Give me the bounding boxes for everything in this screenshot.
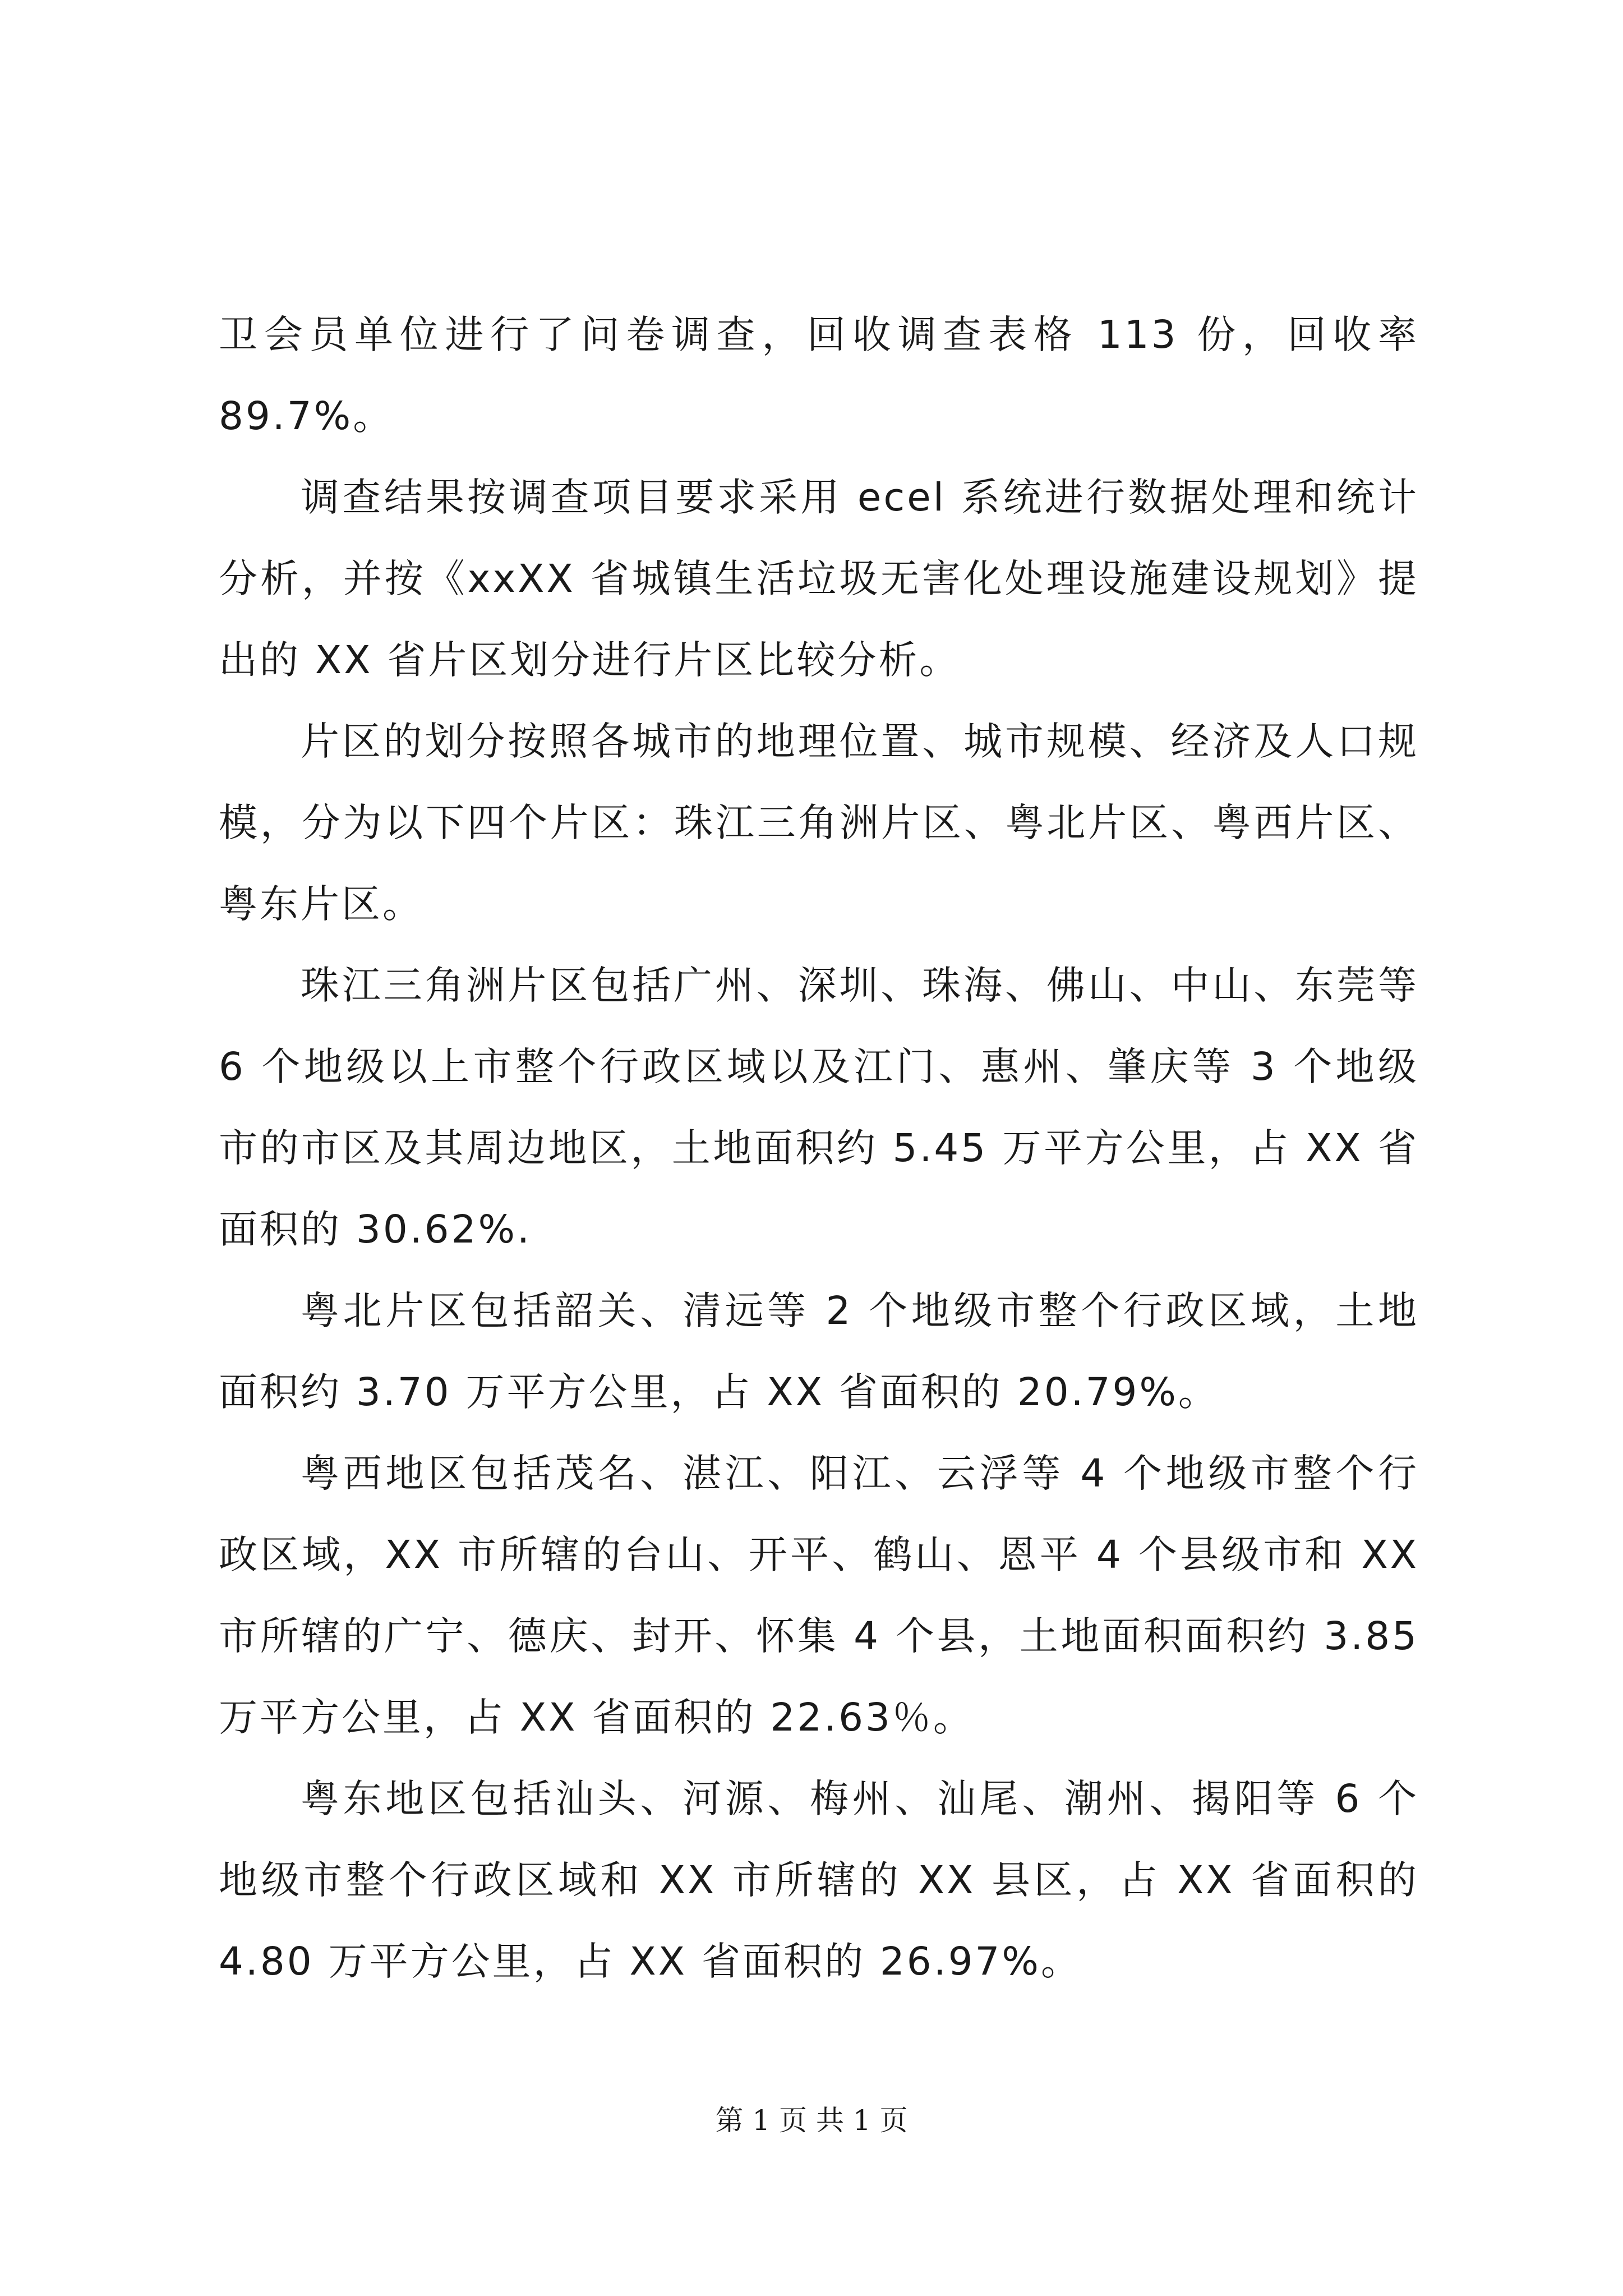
paragraph-zone-division: 片区的划分按照各城市的地理位置、城市规模、经济及人口规模，分为以下四个片区：珠江三角洲片区、粤北片区、粤西片区、粤东片区。: [219, 719, 1419, 927]
paragraph-west-guangdong: 粤西地区包括茂名、湛江、阳江、云浮等 4 个地级市整个行政区域，XX 市所辖的台山、开平、鹤山、恩平 4 个县级市和 XX 市所辖的广宁、德庆、封开、怀集 4 个县，土地面积面积约 3.85 万平方公里，占 XX 省面积的 22.63％。: [219, 1451, 1419, 1740]
paragraph-east-guangdong: 粤东地区包括汕头、河源、梅州、汕尾、潮州、揭阳等 6 个地级市整个行政区域和 XX 市所辖的 XX 县区，占 XX 省面积的 4.80 万平方公里，占 XX 省面积的 26.97%。: [219, 1777, 1419, 1984]
paragraph-method: 调查结果按调查项目要求采用 ecel 系统进行数据处理和统计分析，并按《xxXX 省城镇生活垃圾无害化处理设施建设规划》提出的 XX 省片区划分进行片区比较分析。: [219, 475, 1419, 683]
paragraph-continuation: 卫会员单位进行了问卷调查，回收调查表格 113 份，回收率 89.7%。: [219, 312, 1419, 439]
paragraph-north-guangdong: 粤北片区包括韶关、清远等 2 个地级市整个行政区域，土地面积约 3.70 万平方公里，占 XX 省面积的 20.79%。: [219, 1289, 1419, 1415]
paragraph-pearl-river-delta: 珠江三角洲片区包括广州、深圳、珠海、佛山、中山、东莞等 6 个地级以上市整个行政区域以及江门、惠州、肇庆等 3 个地级市的市区及其周边地区，土地面积约 5.45 万平方公里，占 XX 省面积的 30.62%.: [219, 963, 1419, 1252]
page-footer: 第 1 页 共 1 页: [715, 2104, 908, 2137]
document-body: [219, 295, 1419, 2003]
